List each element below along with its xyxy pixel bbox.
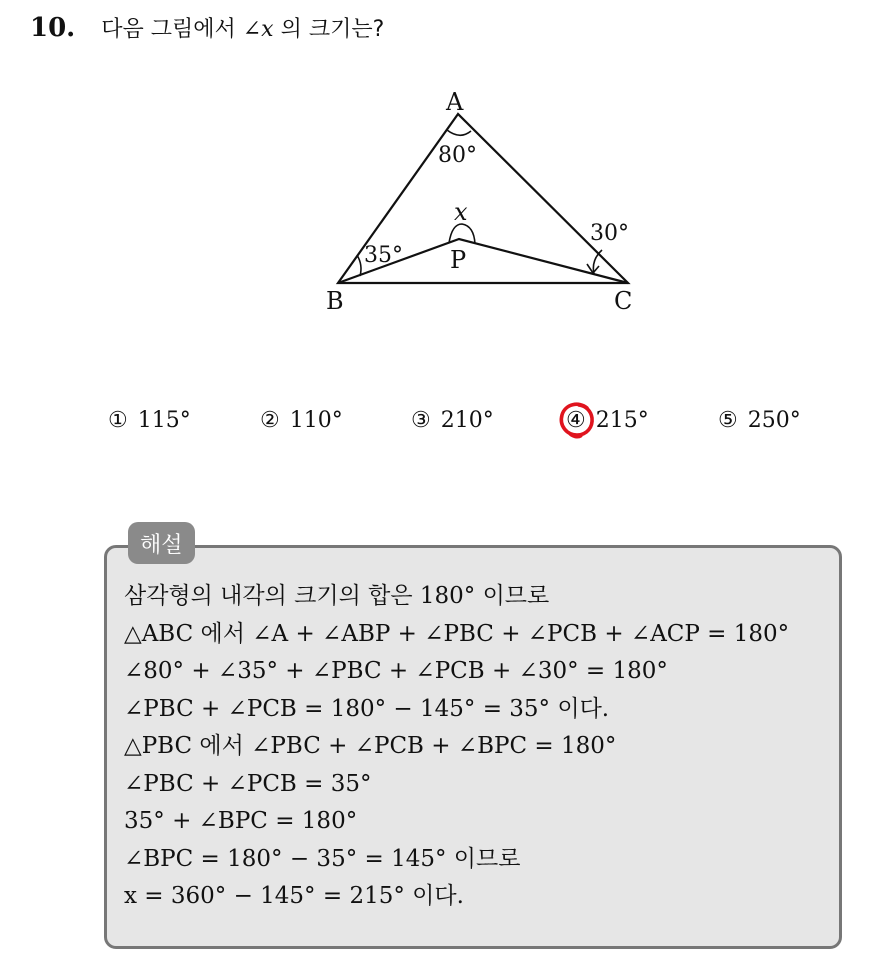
choice-5[interactable]	[718, 408, 801, 433]
solution-line: ∠PBC + ∠PCB = 35°	[124, 770, 372, 797]
answer-choices	[108, 408, 828, 444]
choice-mark	[566, 408, 586, 433]
choice-value: 250°	[747, 408, 801, 433]
selection-circle-icon	[557, 400, 597, 440]
solution-line: x = 360° − 145° = 215° 이다.	[124, 883, 464, 909]
choice-mark: ②	[260, 408, 280, 433]
triangle-figure	[310, 80, 650, 320]
choice-value: 215°	[595, 408, 649, 433]
label-b: B	[326, 287, 344, 315]
triangle-diagram	[310, 80, 650, 320]
question-text-prefix: 다음 그림에서	[101, 17, 243, 42]
choice-value: 115°	[137, 408, 191, 433]
solution-line: ∠PBC + ∠PCB = 180° − 145° = 35° 이다.	[124, 695, 610, 722]
choice-mark: ①	[108, 408, 128, 433]
choice-mark-text: ④	[566, 408, 586, 433]
choice-value: 110°	[289, 408, 343, 433]
question-text-suffix: 의 크기는?	[273, 17, 385, 42]
choice-2[interactable]	[260, 408, 343, 433]
choice-mark: ③	[411, 408, 431, 433]
label-p: P	[450, 246, 467, 274]
label-c: C	[614, 287, 633, 315]
choice-value: 210°	[440, 408, 494, 433]
solution-tag: 해설	[128, 522, 195, 564]
solution-line: ∠BPC = 180° − 35° = 145° 이므로	[124, 845, 521, 872]
question-text	[101, 12, 384, 43]
label-angle-x: x	[454, 198, 468, 226]
angle-arc-a	[447, 130, 471, 135]
choice-3[interactable]	[411, 408, 494, 433]
question-text-math: ∠x	[242, 17, 274, 42]
choice-1[interactable]	[108, 408, 191, 433]
question-number: 10.	[30, 13, 76, 43]
label-angle-c: 30°	[590, 221, 629, 246]
label-angle-b: 35°	[364, 243, 403, 268]
label-angle-a: 80°	[438, 143, 477, 168]
solution-line: △PBC 에서 ∠PBC + ∠PCB + ∠BPC = 180°	[124, 733, 617, 759]
solution-line: 삼각형의 내각의 크기의 합은 180° 이므로	[124, 583, 550, 609]
solution-line: ∠80° + ∠35° + ∠PBC + ∠PCB + ∠30° = 180°	[124, 658, 668, 684]
solution-line: △ABC 에서 ∠A + ∠ABP + ∠PBC + ∠PCB + ∠ACP = 180°	[124, 620, 790, 647]
choice-4[interactable]	[566, 408, 649, 433]
label-a: A	[446, 88, 464, 116]
solution-line: 35° + ∠BPC = 180°	[124, 808, 358, 834]
solution-lines	[124, 578, 789, 916]
question-header	[30, 12, 384, 43]
choice-mark: ⑤	[718, 408, 738, 433]
angle-arc-b	[357, 255, 361, 276]
